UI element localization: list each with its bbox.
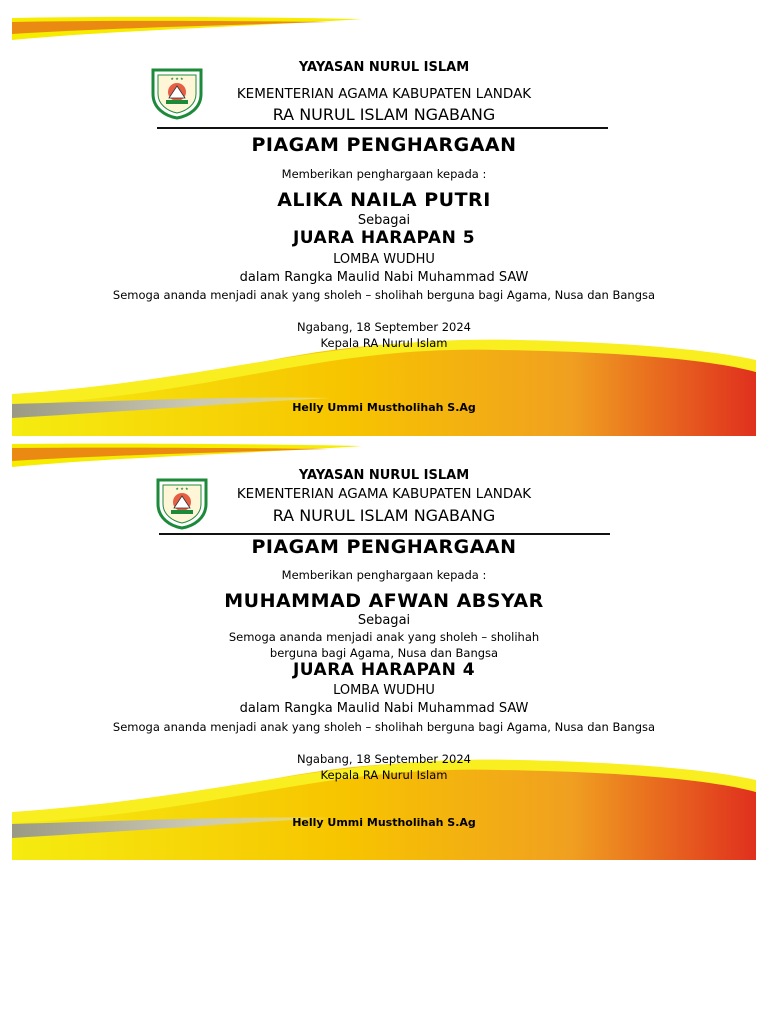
certificate-title: PIAGAM PENGHARGAAN [251, 134, 517, 156]
wish-text: Semoga ananda menjadi anak yang sholeh – sholihah berguna bagi Agama, Nusa dan Bangsa [112, 288, 656, 302]
as-label: Sebagai [357, 613, 411, 628]
ministry-name: KEMENTERIAN AGAMA KABUPATEN LANDAK [236, 486, 532, 502]
foundation-name: YAYASAN NURUL ISLAM [298, 468, 470, 483]
given-to-label: Memberikan penghargaan kepada : [281, 167, 487, 181]
recipient-name: MUHAMMAD AFWAN ABSYAR [224, 590, 544, 612]
signer-title: Kepala RA Nurul Islam [320, 336, 448, 350]
place-date: Ngabang, 18 September 2024 [297, 752, 471, 766]
svg-text:★ ★ ★: ★ ★ ★ [170, 76, 184, 81]
occasion-text: dalam Rangka Maulid Nabi Muhammad SAW [239, 701, 529, 716]
header-divider [157, 127, 608, 129]
extra-wish-line-2: berguna bagi Agama, Nusa dan Bangsa [269, 646, 499, 660]
header-divider [159, 533, 610, 535]
given-to-label: Memberikan penghargaan kepada : [281, 568, 487, 582]
signer-name: Helly Ummi Mustholihah S.Ag [292, 816, 476, 829]
certificate-title: PIAGAM PENGHARGAAN [251, 536, 517, 558]
as-label: Sebagai [357, 213, 411, 228]
place-date: Ngabang, 18 September 2024 [297, 320, 471, 334]
wish-text: Semoga ananda menjadi anak yang sholeh – sholihah berguna bagi Agama, Nusa dan Bangsa [112, 720, 656, 734]
ministry-name: KEMENTERIAN AGAMA KABUPATEN LANDAK [236, 86, 532, 102]
occasion-text: dalam Rangka Maulid Nabi Muhammad SAW [239, 270, 529, 285]
competition-name: LOMBA WUDHU [333, 252, 435, 267]
recipient-name: ALIKA NAILA PUTRI [277, 189, 491, 211]
extra-wish-line-1: Semoga ananda menjadi anak yang sholeh – sholihah [228, 630, 540, 644]
certificate-2 [0, 440, 768, 865]
signer-name: Helly Ummi Mustholihah S.Ag [292, 401, 476, 414]
school-name: RA NURUL ISLAM NGABANG [272, 105, 496, 124]
certificate-1 [0, 0, 768, 440]
competition-name: LOMBA WUDHU [333, 683, 435, 698]
foundation-name: YAYASAN NURUL ISLAM [298, 60, 470, 75]
signer-title: Kepala RA Nurul Islam [320, 768, 448, 782]
award-title: JUARA HARAPAN 5 [292, 228, 476, 248]
award-title: JUARA HARAPAN 4 [292, 660, 476, 680]
school-name: RA NURUL ISLAM NGABANG [272, 506, 496, 525]
svg-text:★ ★ ★: ★ ★ ★ [175, 486, 189, 491]
